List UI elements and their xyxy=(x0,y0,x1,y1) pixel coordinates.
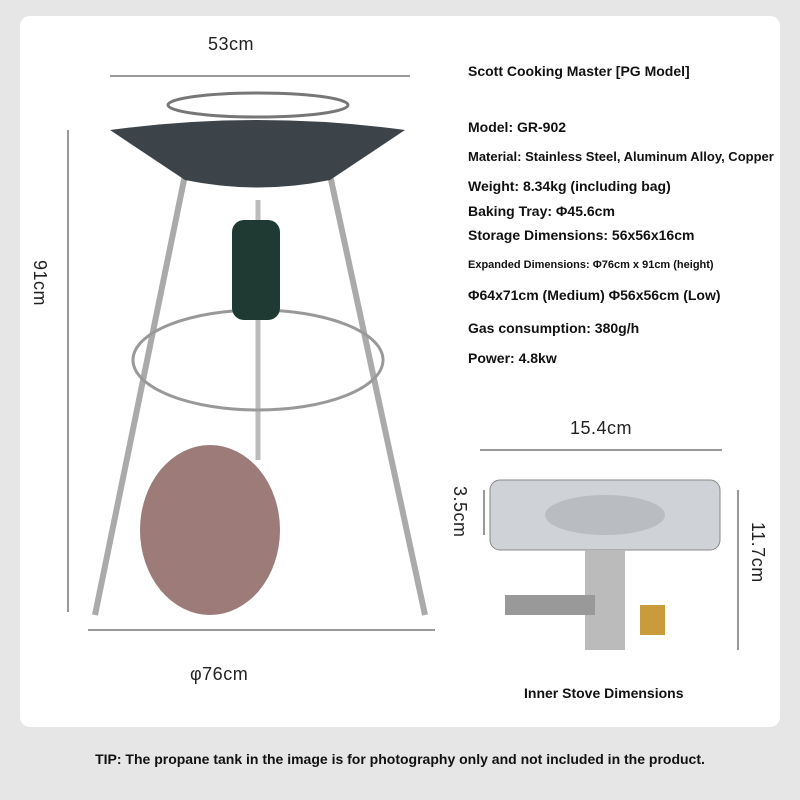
base-label: φ76cm xyxy=(190,664,249,684)
stove-illustration xyxy=(490,480,720,650)
grill-illustration xyxy=(95,93,425,615)
spec-tray: Baking Tray: Φ45.6cm xyxy=(468,203,615,219)
stove-height-label: 11.7cm xyxy=(748,522,768,583)
spec-gas: Gas consumption: 380g/h xyxy=(468,320,640,336)
stove-ring-label: 3.5cm xyxy=(450,486,470,538)
top-width-label: 53cm xyxy=(208,34,255,54)
stove-width-label: 15.4cm xyxy=(570,418,633,438)
spec-storage: Storage Dimensions: 56x56x16cm xyxy=(468,227,695,243)
spec-other-heights: Φ64x71cm (Medium) Φ56x56cm (Low) xyxy=(468,287,721,303)
stove-caption: Inner Stove Dimensions xyxy=(524,685,684,701)
spec-power: Power: 4.8kw xyxy=(468,350,557,366)
height-label: 91cm xyxy=(30,260,50,307)
spec-material: Material: Stainless Steel, Aluminum Alloy, Copper xyxy=(468,149,774,164)
spec-expanded: Expanded Dimensions: Φ76cm x 91cm (height) xyxy=(468,259,714,271)
spec-weight: Weight: 8.34kg (including bag) xyxy=(468,178,671,194)
tip-text: TIP: The propane tank in the image is for photography only and not included in the product. xyxy=(95,751,705,767)
spec-model: Model: GR-902 xyxy=(468,119,567,135)
product-title: Scott Cooking Master [PG Model] xyxy=(468,63,690,79)
